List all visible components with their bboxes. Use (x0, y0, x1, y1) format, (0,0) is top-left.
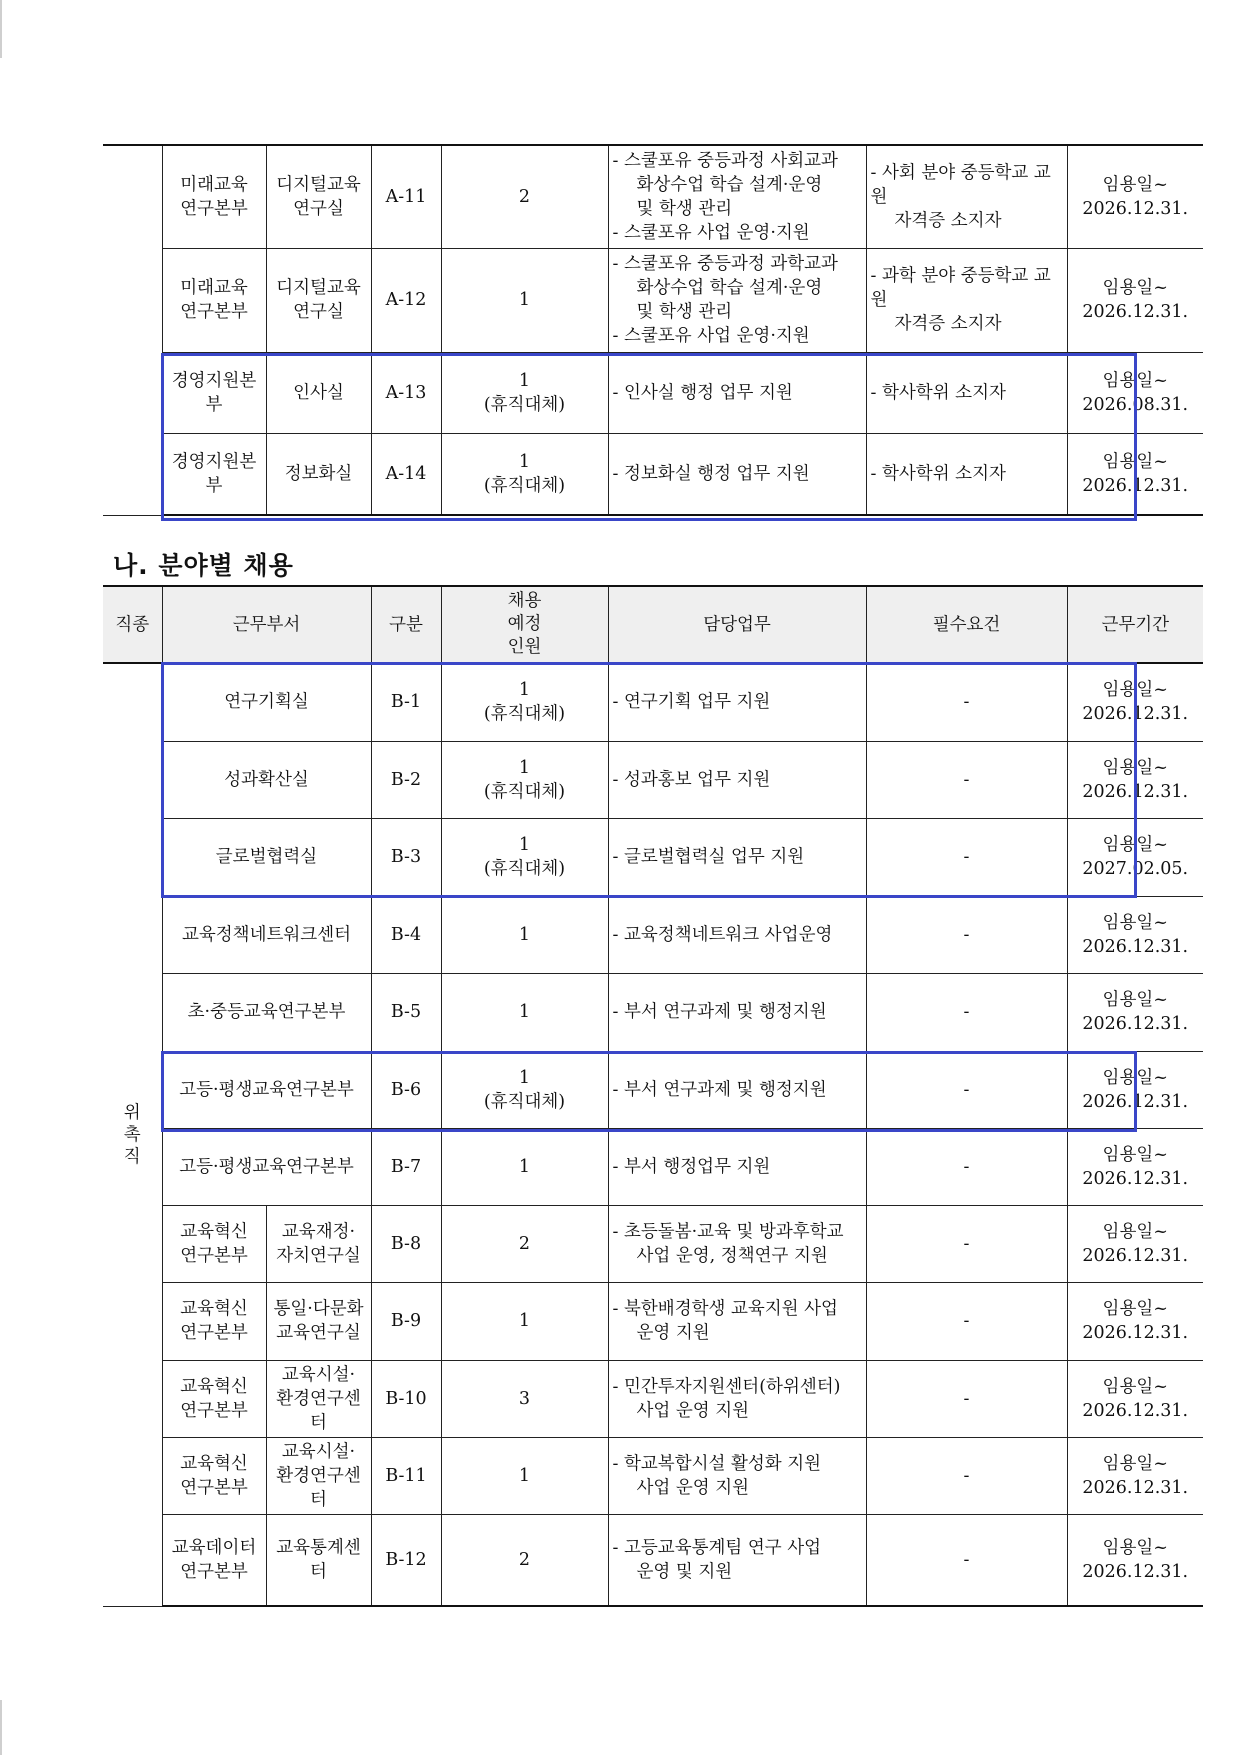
count-cell: 1 (441, 896, 608, 973)
requirement-cell: - (866, 1128, 1067, 1205)
dept-cell: 디지털교육 연구실 (266, 248, 371, 352)
period-cell: 임용일~ 2026.12.31. (1067, 248, 1203, 352)
duty-cell (608, 1514, 866, 1606)
table-row (103, 1051, 1203, 1128)
code-cell: B-6 (371, 1051, 441, 1128)
table-row (103, 741, 1203, 818)
table-row (103, 1205, 1203, 1282)
duty-cell (608, 1205, 866, 1282)
duty-cell (608, 1128, 866, 1205)
count-cell: 1 (441, 1128, 608, 1205)
header-requirement: 필수요건 (866, 586, 1067, 663)
duty-line: - 부서 행정업무 지원 (612, 1156, 771, 1177)
count-cell: 1 (휴직대체) (441, 741, 608, 818)
code-cell: B-3 (371, 818, 441, 896)
header-duty: 담당업무 (608, 586, 866, 663)
duty-cell (608, 145, 866, 248)
code-cell: B-10 (371, 1360, 441, 1437)
period-cell: 임용일~ 2027.02.05. (1067, 818, 1203, 896)
header-job-type: 직종 (103, 586, 162, 663)
table-b-header-row (103, 586, 1203, 663)
requirement-cell: - (866, 973, 1067, 1051)
requirement-cell (866, 145, 1067, 248)
requirement-cell (866, 248, 1067, 352)
duty-line: 운영 지원 (636, 1323, 710, 1343)
period-cell: 임용일~ 2026.12.31. (1067, 1282, 1203, 1360)
duty-line: - 부서 연구과제 및 행정지원 (612, 1002, 827, 1022)
duty-cell (608, 352, 866, 433)
duty-line: 및 학생 관리 (636, 198, 733, 219)
period-cell: 임용일~ 2026.12.31. (1067, 1205, 1203, 1282)
dept-cell: 글로벌협력실 (162, 818, 371, 896)
requirement-cell (866, 352, 1067, 433)
duty-line: - 정보화실 행정 업무 지원 (612, 463, 810, 484)
requirement-cell: - (866, 1437, 1067, 1514)
page-edge-top (0, 0, 2, 58)
dept-cell: 교육통계센터 (266, 1514, 371, 1606)
table-row (103, 1360, 1203, 1437)
code-cell: B-2 (371, 741, 441, 818)
duty-line: 운영 및 지원 (636, 1561, 733, 1582)
duty-line: 사업 운영 지원 (636, 1400, 750, 1421)
count-cell: 2 (441, 1205, 608, 1282)
count-cell: 1 (441, 248, 608, 352)
dept-cell: 고등·평생교육연구본부 (162, 1051, 371, 1128)
count-cell: 1 (휴직대체) (441, 352, 608, 433)
header-code: 구분 (371, 586, 441, 663)
division-cell: 교육혁신 연구본부 (162, 1282, 266, 1360)
code-cell: B-1 (371, 663, 441, 741)
table-row (103, 1514, 1203, 1606)
requirement-cell: - (866, 741, 1067, 818)
duty-cell (608, 818, 866, 896)
table-row (103, 818, 1203, 896)
job-type-cell: 위 촉 직 (103, 663, 162, 1606)
requirement-cell: - (866, 896, 1067, 973)
code-cell: B-7 (371, 1128, 441, 1205)
division-cell: 교육혁신 연구본부 (162, 1360, 266, 1437)
dept-cell: 교육시설· 환경연구센터 (266, 1360, 371, 1437)
header-period: 근무기간 (1067, 586, 1203, 663)
duty-cell (608, 248, 866, 352)
duty-line: - 연구기획 업무 지원 (612, 692, 771, 713)
code-cell: B-5 (371, 973, 441, 1051)
dept-cell: 정보화실 (266, 433, 371, 515)
division-cell: 교육데이터 연구본부 (162, 1514, 266, 1606)
duty-line: 화상수업 학습 설계·운영 (636, 278, 823, 298)
page-edge-bottom (0, 1700, 2, 1755)
duty-line: - 민간투자지원센터(하위센터) (612, 1376, 841, 1397)
duty-line: 사업 운영, 정책연구 지원 (636, 1245, 828, 1266)
count-cell: 1 (휴직대체) (441, 1051, 608, 1128)
count-cell: 1 (휴직대체) (441, 663, 608, 741)
duty-line: 및 학생 관리 (636, 302, 733, 322)
count-cell: 3 (441, 1360, 608, 1437)
period-cell: 임용일~ 2026.12.31. (1067, 896, 1203, 973)
duty-cell (608, 663, 866, 741)
period-cell: 임용일~ 2026.12.31. (1067, 433, 1203, 515)
dept-cell: 교육시설· 환경연구센터 (266, 1437, 371, 1514)
period-cell: 임용일~ 2026.12.31. (1067, 1051, 1203, 1128)
dept-cell: 고등·평생교육연구본부 (162, 1128, 371, 1205)
duty-line: - 성과홍보 업무 지원 (612, 769, 771, 790)
count-cell: 1 (441, 1282, 608, 1360)
table-row (103, 1437, 1203, 1514)
duty-line: - 스쿨포유 사업 운영·지원 (612, 222, 810, 243)
table-a (103, 144, 1203, 516)
duty-line: - 교육정책네트워크 사업운영 (612, 924, 833, 945)
dept-cell: 교육재정· 자치연구실 (266, 1205, 371, 1282)
duty-line: - 초등돌봄·교육 및 방과후학교 (612, 1221, 844, 1242)
period-cell: 임용일~ 2026.08.31. (1067, 352, 1203, 433)
period-cell: 임용일~ 2026.12.31. (1067, 741, 1203, 818)
code-cell: B-9 (371, 1282, 441, 1360)
duty-line: - 인사실 행정 업무 지원 (612, 382, 793, 403)
period-cell: 임용일~ 2026.12.31. (1067, 663, 1203, 741)
duty-cell (608, 1360, 866, 1437)
duty-line: - 부서 연구과제 및 행정지원 (612, 1079, 827, 1100)
duty-line: - 스쿨포유 사업 운영·지원 (612, 326, 810, 346)
count-cell: 1 (휴직대체) (441, 818, 608, 896)
table-row (103, 1282, 1203, 1360)
header-dept: 근무부서 (162, 586, 371, 663)
table-row (103, 248, 1203, 352)
requirement-cell: - (866, 1205, 1067, 1282)
requirement-cell: - (866, 1360, 1067, 1437)
count-cell: 1 (휴직대체) (441, 433, 608, 515)
period-cell: 임용일~ 2026.12.31. (1067, 1360, 1203, 1437)
requirement-line: 자격증 소지자 (894, 314, 1002, 334)
dept-cell: 초·중등교육연구본부 (162, 973, 371, 1051)
duty-line: - 글로벌협력실 업무 지원 (612, 847, 805, 867)
job-type-cell (103, 145, 162, 515)
code-cell: B-4 (371, 896, 441, 973)
requirement-cell (866, 433, 1067, 515)
count-cell: 2 (441, 1514, 608, 1606)
table-row (103, 433, 1203, 515)
duty-line: - 북한배경학생 교육지원 사업 (612, 1299, 838, 1319)
division-cell: 미래교육 연구본부 (162, 145, 266, 248)
dept-cell: 인사실 (266, 352, 371, 433)
code-cell: B-8 (371, 1205, 441, 1282)
requirement-cell: - (866, 818, 1067, 896)
code-cell: B-11 (371, 1437, 441, 1514)
table-row (103, 896, 1203, 973)
division-cell: 경영지원본부 (162, 433, 266, 515)
table-row (103, 352, 1203, 433)
period-cell: 임용일~ 2026.12.31. (1067, 1128, 1203, 1205)
division-cell: 교육혁신 연구본부 (162, 1205, 266, 1282)
section-title: 나. 분야별 채용 (113, 551, 294, 580)
duty-cell (608, 433, 866, 515)
duty-cell (608, 1282, 866, 1360)
code-cell: A-12 (371, 248, 441, 352)
requirement-line: 자격증 소지자 (894, 210, 1002, 231)
dept-cell: 교육정책네트워크센터 (162, 896, 371, 973)
requirement-line: - 학사학위 소지자 (870, 382, 1006, 403)
duty-cell (608, 741, 866, 818)
requirement-line: - 사회 분야 중등학교 교원 (870, 162, 1051, 207)
table-row (103, 663, 1203, 741)
table-row (103, 973, 1203, 1051)
duty-line: - 스쿨포유 중등과정 사회교과 (612, 150, 838, 171)
table-row (103, 145, 1203, 248)
requirement-cell: - (866, 663, 1067, 741)
duty-cell (608, 896, 866, 973)
period-cell: 임용일~ 2026.12.31. (1067, 1514, 1203, 1606)
table-row (103, 1128, 1203, 1205)
duty-line: - 학교복합시설 활성화 지원 (612, 1453, 822, 1474)
requirement-cell: - (866, 1514, 1067, 1606)
period-cell: 임용일~ 2026.12.31. (1067, 1437, 1203, 1514)
table-b (103, 585, 1203, 1607)
duty-line: 화상수업 학습 설계·운영 (636, 174, 823, 195)
code-cell: B-12 (371, 1514, 441, 1606)
division-cell: 교육혁신 연구본부 (162, 1437, 266, 1514)
dept-cell: 연구기획실 (162, 663, 371, 741)
count-cell: 1 (441, 973, 608, 1051)
header-count: 채용 예정 인원 (441, 586, 608, 663)
count-cell: 2 (441, 145, 608, 248)
code-cell: A-13 (371, 352, 441, 433)
requirement-line: - 과학 분야 중등학교 교원 (870, 266, 1051, 310)
division-cell: 경영지원본부 (162, 352, 266, 433)
requirement-cell: - (866, 1051, 1067, 1128)
code-cell: A-11 (371, 145, 441, 248)
duty-line: - 스쿨포유 중등과정 과학교과 (612, 254, 838, 274)
dept-cell: 성과확산실 (162, 741, 371, 818)
duty-line: 사업 운영 지원 (636, 1477, 750, 1498)
duty-cell (608, 973, 866, 1051)
duty-line: - 고등교육통계팀 연구 사업 (612, 1537, 822, 1558)
count-cell: 1 (441, 1437, 608, 1514)
duty-cell (608, 1051, 866, 1128)
requirement-cell: - (866, 1282, 1067, 1360)
duty-cell (608, 1437, 866, 1514)
code-cell: A-14 (371, 433, 441, 515)
division-cell: 미래교육 연구본부 (162, 248, 266, 352)
dept-cell: 디지털교육 연구실 (266, 145, 371, 248)
period-cell: 임용일~ 2026.12.31. (1067, 145, 1203, 248)
period-cell: 임용일~ 2026.12.31. (1067, 973, 1203, 1051)
dept-cell: 통일·다문화 교육연구실 (266, 1282, 371, 1360)
requirement-line: - 학사학위 소지자 (870, 463, 1006, 484)
